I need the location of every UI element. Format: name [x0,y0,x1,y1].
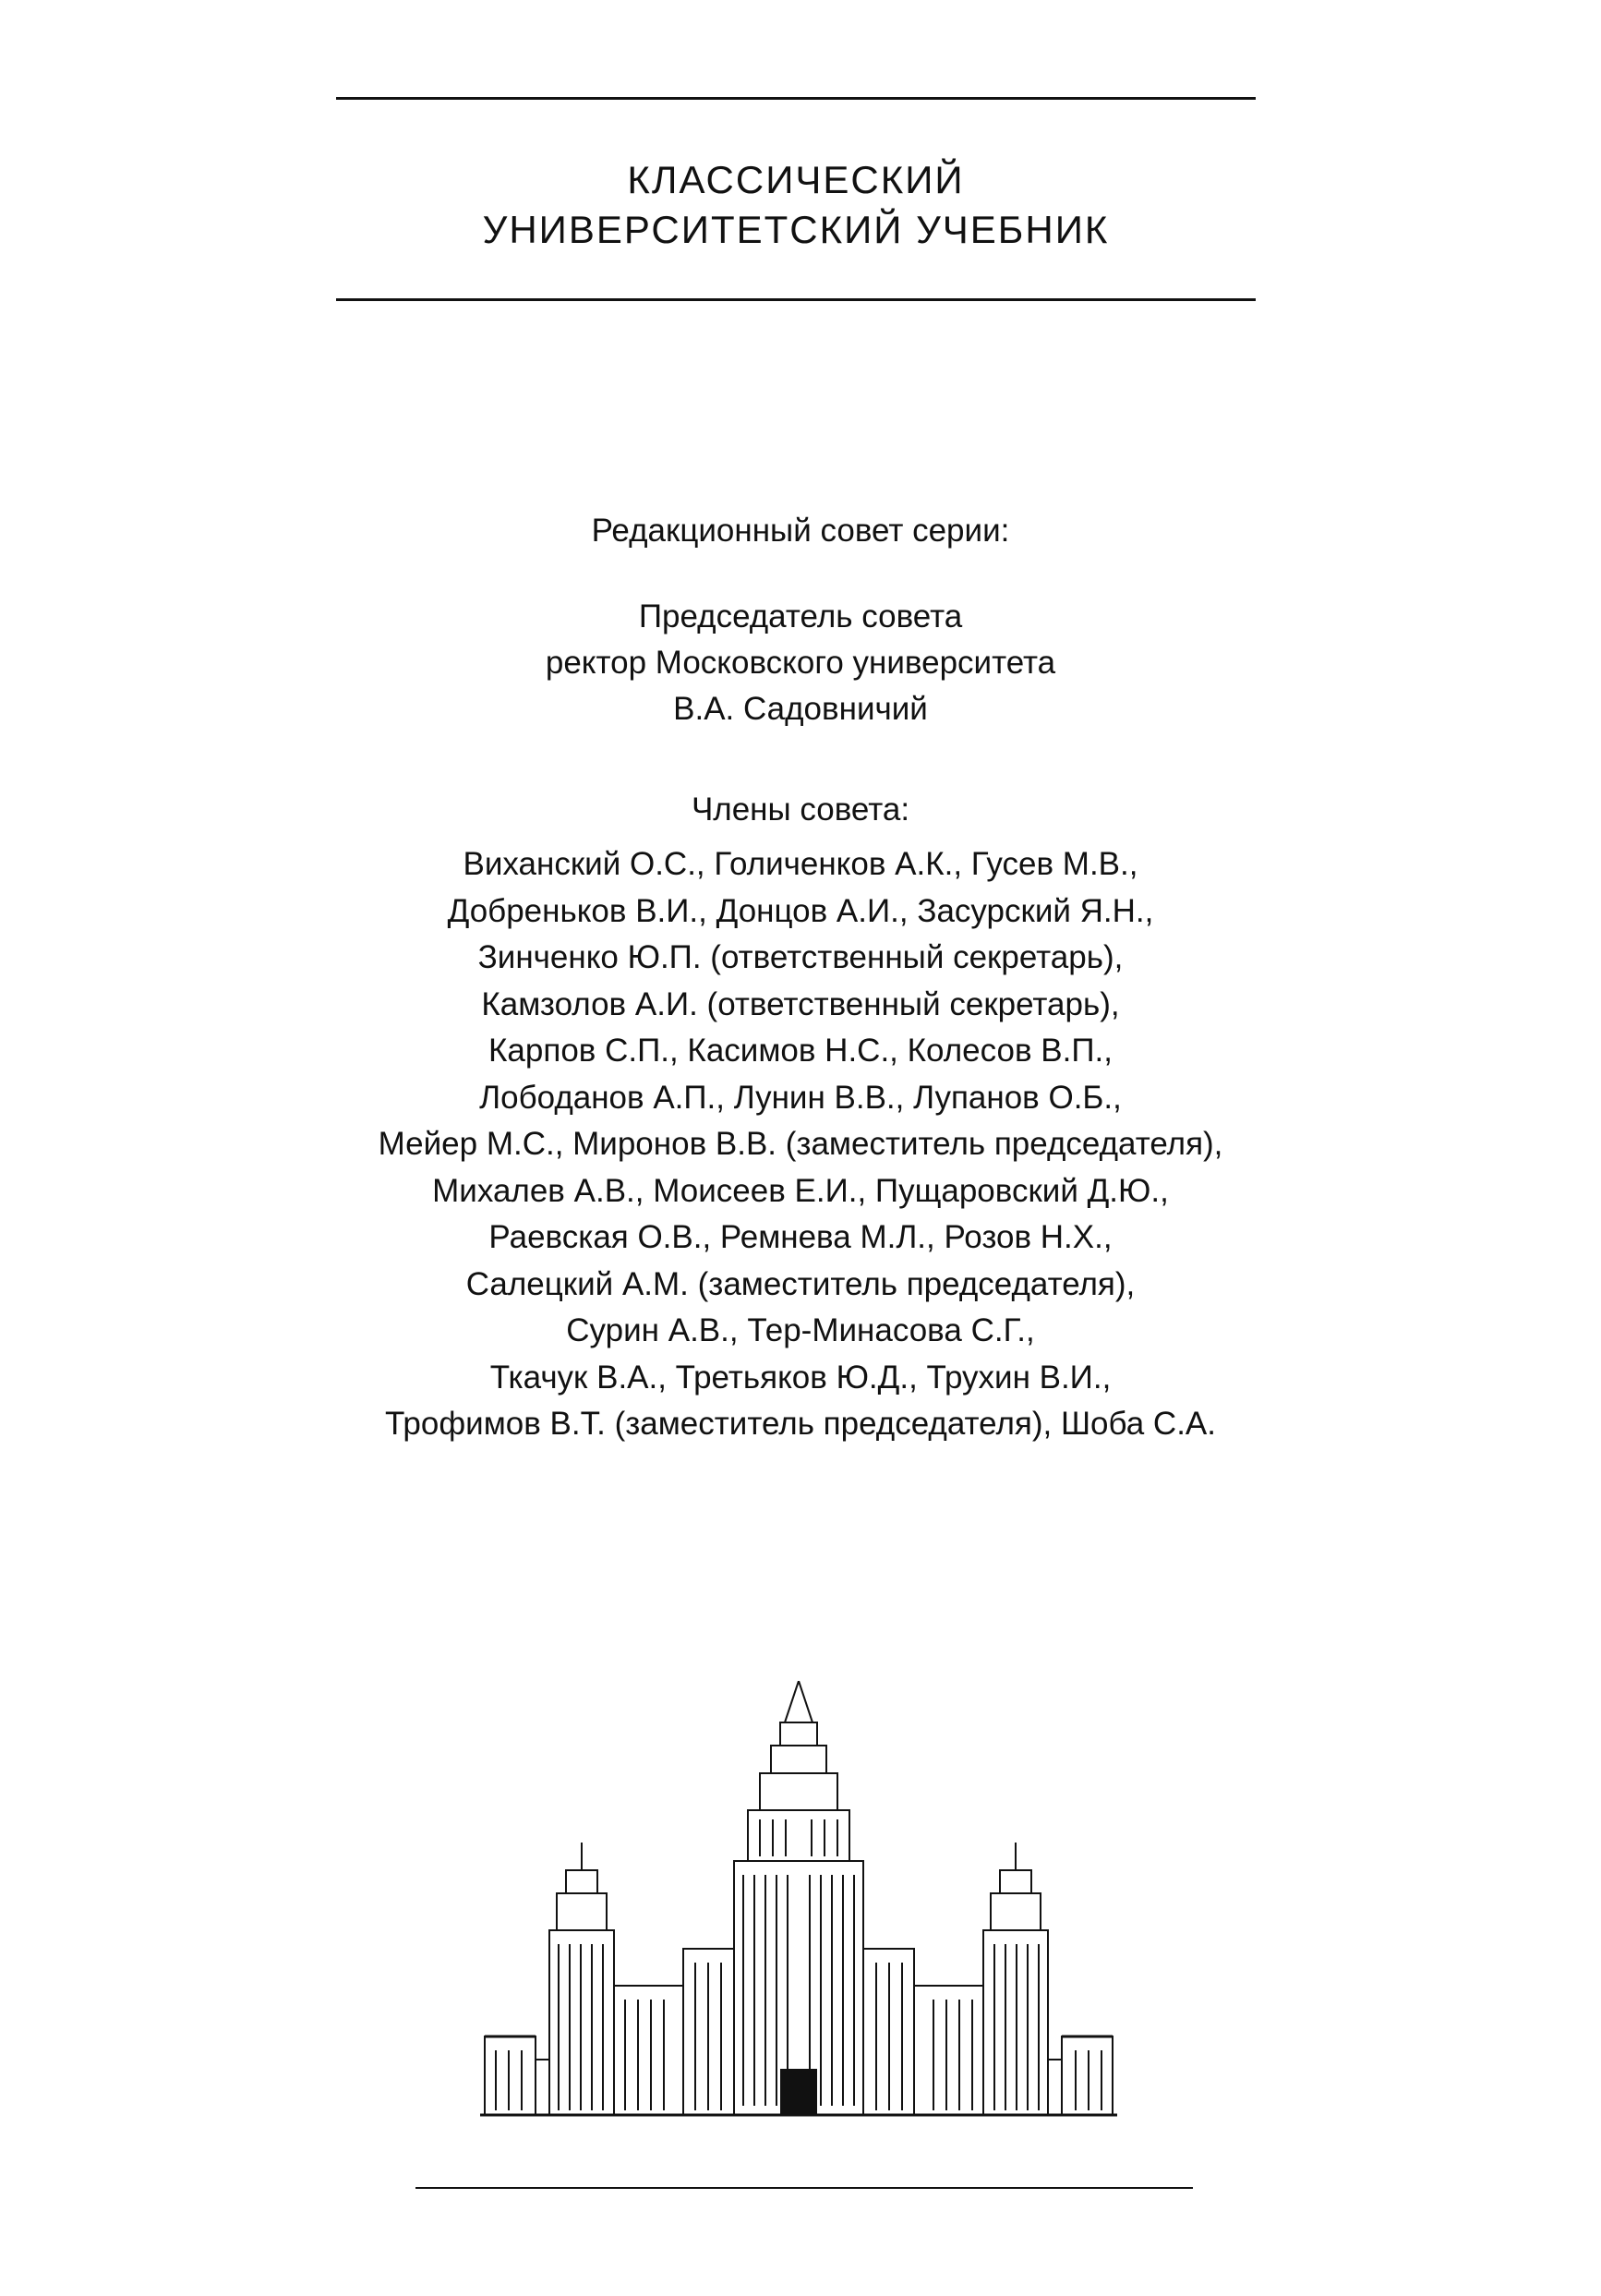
members-list [185,841,1416,1448]
members-line: Трофимов В.Т. (заместитель председателя), Шоба С.А. [385,1406,1216,1442]
members-line: Лободанов А.П., Лунин В.В., Лупанов О.Б., [479,1079,1122,1116]
members-line: Михалев А.В., Моисеев Е.И., Пущаровский Д.Ю., [432,1172,1169,1209]
members-line: Зинченко Ю.П. (ответственный секретарь), [477,939,1124,975]
members-line: Сурин А.В., Тер-Минасова С.Г., [566,1312,1035,1348]
chair-title: Председатель совета [638,598,963,634]
bottom-rule [415,2187,1193,2189]
members-line: Мейер М.С., Миронов В.В. (заместитель председателя), [378,1126,1223,1162]
members-line: Виханский О.С., Голиченков А.К., Гусев М.В., [463,846,1138,882]
members-line: Камзолов А.И. (ответственный секретарь), [481,985,1120,1022]
editorial-board [185,503,1416,1448]
members-line: Карпов С.П., Касимов Н.С., Колесов В.П., [488,1033,1113,1069]
members-line: Салецкий А.М. (заместитель председателя), [465,1265,1136,1302]
title-bottom-rule [336,298,1256,301]
series-title-line-1: КЛАССИЧЕСКИЙ [627,158,965,201]
chair-position: ректор Московского университета [545,645,1056,681]
members-line: Ткачук В.А., Третьяков Ю.Д., Трухин В.И., [489,1359,1112,1396]
university-building-icon [466,1681,1131,2184]
chair-name: В.А. Садовничий [673,691,928,727]
members-line: Добреньков В.И., Донцов А.И., Засурский Я.Н., [447,892,1154,929]
board-heading: Редакционный совет серии: [591,513,1010,549]
members-heading: Члены совета: [691,792,910,828]
members-line: Раевская О.В., Ремнева М.Л., Розов Н.Х., [488,1219,1113,1255]
top-rule [336,97,1256,100]
chair-block [185,594,1416,732]
series-title [336,155,1256,255]
series-title-line-2: УНИВЕРСИТЕТСКИЙ УЧЕБНИК [482,208,1110,251]
